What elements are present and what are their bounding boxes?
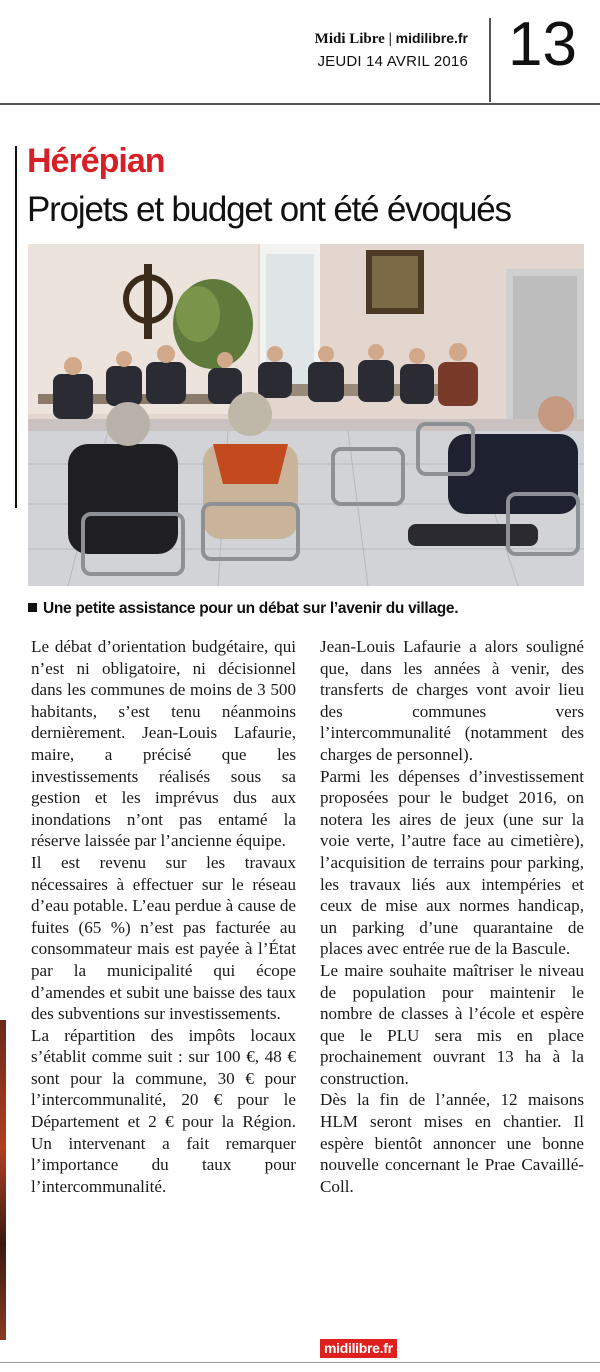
bottom-rule — [0, 1362, 600, 1363]
article-column-left — [31, 636, 296, 1197]
photo-caption — [28, 600, 458, 618]
publication-line — [315, 30, 468, 48]
caption-text: Une petite assistance pour un débat sur l’avenir du village. — [43, 600, 459, 617]
midilibre-logo: midilibre.fr — [320, 1339, 397, 1358]
adjacent-page-strip — [0, 1020, 6, 1340]
paragraph: Le débat d’orientation budgétaire, qui n’est ni obligatoire, ni décisionnel dans les communes de moins de 3 500 habitants, s’est tenu néanmoins dernièrement. Jean-Louis Lafaurie, maire, a précisé que les investissements réalisés sous sa gestion et les imprévus dus aux inondations n’ont pas entamé la réserve laissée par l’ancienne équipe. — [31, 637, 296, 851]
meeting-photo-illustration — [28, 244, 584, 586]
publication-site: midilibre.fr — [395, 30, 468, 46]
publication-name: Midi Libre — [314, 31, 385, 47]
article-kicker: Hérépian — [27, 142, 165, 180]
paragraph: Jean-Louis Lafaurie a alors souligné que, dans les années à venir, des transferts de charges vont avoir lieu des communes vers l’intercommunalité (notamment des charges de personnel). — [320, 637, 584, 764]
masthead — [0, 0, 600, 103]
article-column-right — [320, 636, 584, 1197]
issue-date: JEUDI 14 AVRIL 2016 — [317, 53, 468, 70]
page-number: 13 — [508, 10, 577, 79]
caption-bullet-icon — [28, 603, 37, 612]
paragraph: Le maire souhaite maîtriser le niveau de population pour maintenir le nombre de classes à l’école et espère que le PLU sera mis en place prochainement ouvrant 13 ha à la construction. — [320, 960, 584, 1088]
paragraph: Parmi les dépenses d’investissement proposées pour le budget 2016, on notera les aires de jeux (une sur la voie verte, l’autre face au cimetière), l’acquisition de terrains pour parking, les travaux liés aux intempéries et ceux de mise aux normes handicap, un parking d’une quarantaine de places avec entrée rue de la Bascule. — [320, 766, 584, 959]
left-accent-bar — [15, 146, 17, 508]
paragraph: Dès la fin de l’année, 12 maisons HLM seront mises en chantier. Il espère bientôt annoncer une bonne nouvelle concernant le Prae Cavaillé-Coll. — [320, 1090, 584, 1196]
paragraph: La répartition des impôts locaux s’établit comme suit : sur 100 €, 48 € sont pour la commune, 30 € pour l’intercommunalité, 20 € pour le Département et 2 € pour la Région. Un intervenant a fait remarquer l’importance du taux pour l’intercommunalité. — [31, 1025, 296, 1196]
paragraph: Il est revenu sur les travaux nécessaires à effectuer sur le réseau d’eau potable. L’eau perdue à cause de fuites (65 %) n’est pas facturée au consommateur mais est payée à l’État par la municipalité qui écope d’amendes et subit une baisse des taux des subventions sur investissements. — [31, 852, 296, 1024]
masthead-separator: | — [384, 31, 396, 47]
article-photo — [28, 244, 584, 586]
article-headline: Projets et budget ont été évoqués — [27, 190, 511, 229]
masthead-divider — [489, 18, 491, 102]
top-rule — [0, 103, 600, 105]
